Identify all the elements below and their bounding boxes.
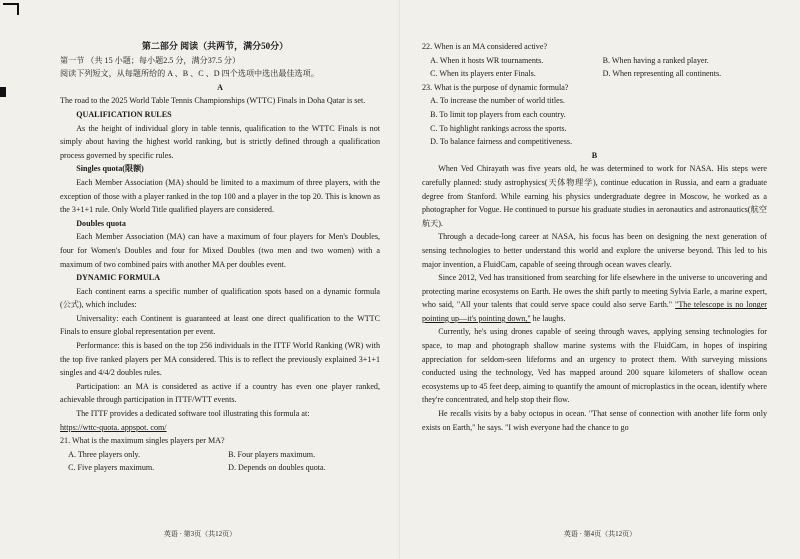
page-footer: 英语 · 第4页（共12页） [563, 530, 637, 538]
quota-tool-link[interactable]: https://wttc-quota. appspot. com/ [60, 422, 167, 432]
paragraph-qualification: As the height of individual glory in table tennis, qualification to the WTTC Finals is not simply about having the highest world ranking, but is strictly defined through a qualification process governed by specific rules. [60, 123, 380, 160]
underlined-quote: "The telescope is no longer pointing up—it's pointing down," [422, 300, 767, 323]
heading-qualification-rules: QUALIFICATION RULES [76, 109, 172, 119]
paragraph-singles: Each Member Association (MA) should be limited to a maximum of three players, with the exception of those with a player ranked in the top 100 and a player in the top 20. This is known as the 3+1+1 rule. Only World Title qualified players are considered. [60, 177, 380, 215]
option-a: A. To increase the number of world titles. [430, 96, 565, 106]
option-c: C. To highlight rankings across the sports. [430, 123, 567, 133]
paragraph-b3 [422, 271, 767, 325]
heading-dynamic-formula: DYNAMIC FORMULA [76, 273, 161, 283]
passage-a-label: A [217, 82, 223, 92]
paragraph-b5: He recalls visits by a baby octopus in ocean. "That sense of connection with another life form only exists on Earth," he says. "I wish everyone had the chance to go [422, 409, 767, 432]
left-column [60, 40, 380, 475]
page-footer: 英语 · 第3页（共12页） [163, 530, 237, 538]
paragraph-b2: Through a decade-long career at NASA, his focus has been on designing the next generation of sensing technologies to better understand this world and explore the universe beyond. This led to his major invention, a FluidCam, capable of seeing through ocean waves clearly. [422, 232, 767, 269]
passage-b-label: B [591, 150, 598, 160]
option-c: C. When its players enter Finals. [430, 69, 536, 79]
page-4 [400, 0, 800, 559]
paragraph-tool: The ITTF provides a dedicated software tool illustrating this formula at: [76, 409, 310, 419]
option-d: D. When representing all continents. [602, 69, 722, 79]
paragraph-performance: Performance: this is based on the top 256 individuals in the ITTF World Ranking (WR) with the top five ranked players per MA considered. This is to reflect the previously explained 3+1+1 singles and 4/4/2 doubles rules. [60, 341, 380, 378]
option-d: D. To balance fairness and competitiveness. [430, 137, 573, 147]
option-a: A. When it hosts WR tournaments. [430, 55, 544, 65]
instruction-text: 阅读下列短文，从每题所给的 A 、B 、C 、D 四个选项中选出最佳选项。 [60, 69, 319, 79]
question-22-stem: 22. When is an MA considered active? [422, 42, 548, 51]
heading-doubles-quota: Doubles quota [76, 218, 126, 228]
right-column [422, 40, 767, 434]
option-b: B. Four players maximum. [228, 449, 316, 459]
heading-singles-quota: Singles quota(限额) [76, 164, 144, 174]
question-21-options [60, 448, 380, 475]
passage-a-intro: The road to the 2025 World Table Tennis Championships (WTTC) Finals in Doha Qatar is set. [60, 96, 366, 106]
paragraph-b4: Currently, he's using drones capable of seeing through waves, applying sensing technologies for space, to map and photograph shallow marine systems with the FluidCam, in hopes of inspiring appreciation for seldom-seen lifeforms and an urgency to protect them. With surveying missions conducted using the technology, Ved has mapped around 200 square kilometers of shallow ocean ecosystems up to 45 feet deep, aiming to quantify the amount of microplastics in the ocean, identify where they're concentrated, and help stop their flow. [422, 327, 768, 405]
paragraph-doubles: Each Member Association (MA) can have a maximum of four players for Men's Doubles, four for Women's Doubles and four for Mixed Doubles (two men and two women) with a maximum of two combined pairs with another MA per doubles event. [60, 232, 380, 269]
paragraph-universality: Universality: each Continent is guaranteed at least one direct qualification to the WTTC Finals to ensure global representation per event. [60, 313, 380, 337]
option-c: C. Five players maximum. [68, 463, 155, 473]
question-22-options [422, 54, 767, 81]
paragraph-participation: Participation: an MA is considered as active if a country has even one player ranked, achievable through participation in ITTF/WTT events. [60, 381, 380, 405]
subsection-heading: 第一节 （共 15 小题；每小题2.5 分，满分37.5 分） [60, 55, 241, 65]
option-d: D. Depends on doubles quota. [228, 463, 326, 473]
paragraph-b1: When Ved Chirayath was five years old, he was determined to work for NASA. His steps were carefully planned: study astrophysics(天体物理学), continue education in Russia, and earn a graduate degree from Stanford. While earning his physics undergraduate degree in Moscow, he worked as a photographer for Vogue. He continued to pursue his graduate studies in aeronautics and astronautics(航空航天). [422, 164, 767, 228]
question-21-stem: 21. What is the maximum singles players per MA? [60, 436, 225, 446]
paragraph-dynamic: Each continent earns a specific number of qualification spots based on a dynamic formula (公式), which includes: [60, 286, 380, 310]
option-a: A. Three players only. [68, 449, 141, 459]
option-b: B. When having a ranked player. [602, 55, 709, 65]
section-heading: 第二部分 阅读（共两节，满分50分） [141, 41, 289, 51]
paragraph-b3-text: Since 2012, Ved has transitioned from searching for life elsewhere in the universe to uncovering and protecting marine ecosystems on Earth. He owes the shift partly to meeting Sylvia Earle, a marine expert, who said, "All your talents that could serve space could also serve Earth." [422, 273, 767, 310]
option-b: B. To limit top players from each country. [430, 109, 566, 119]
question-23-stem: 23. What is the purpose of dynamic formula? [422, 82, 569, 92]
paragraph-b3-end: he laughs. [532, 313, 566, 323]
